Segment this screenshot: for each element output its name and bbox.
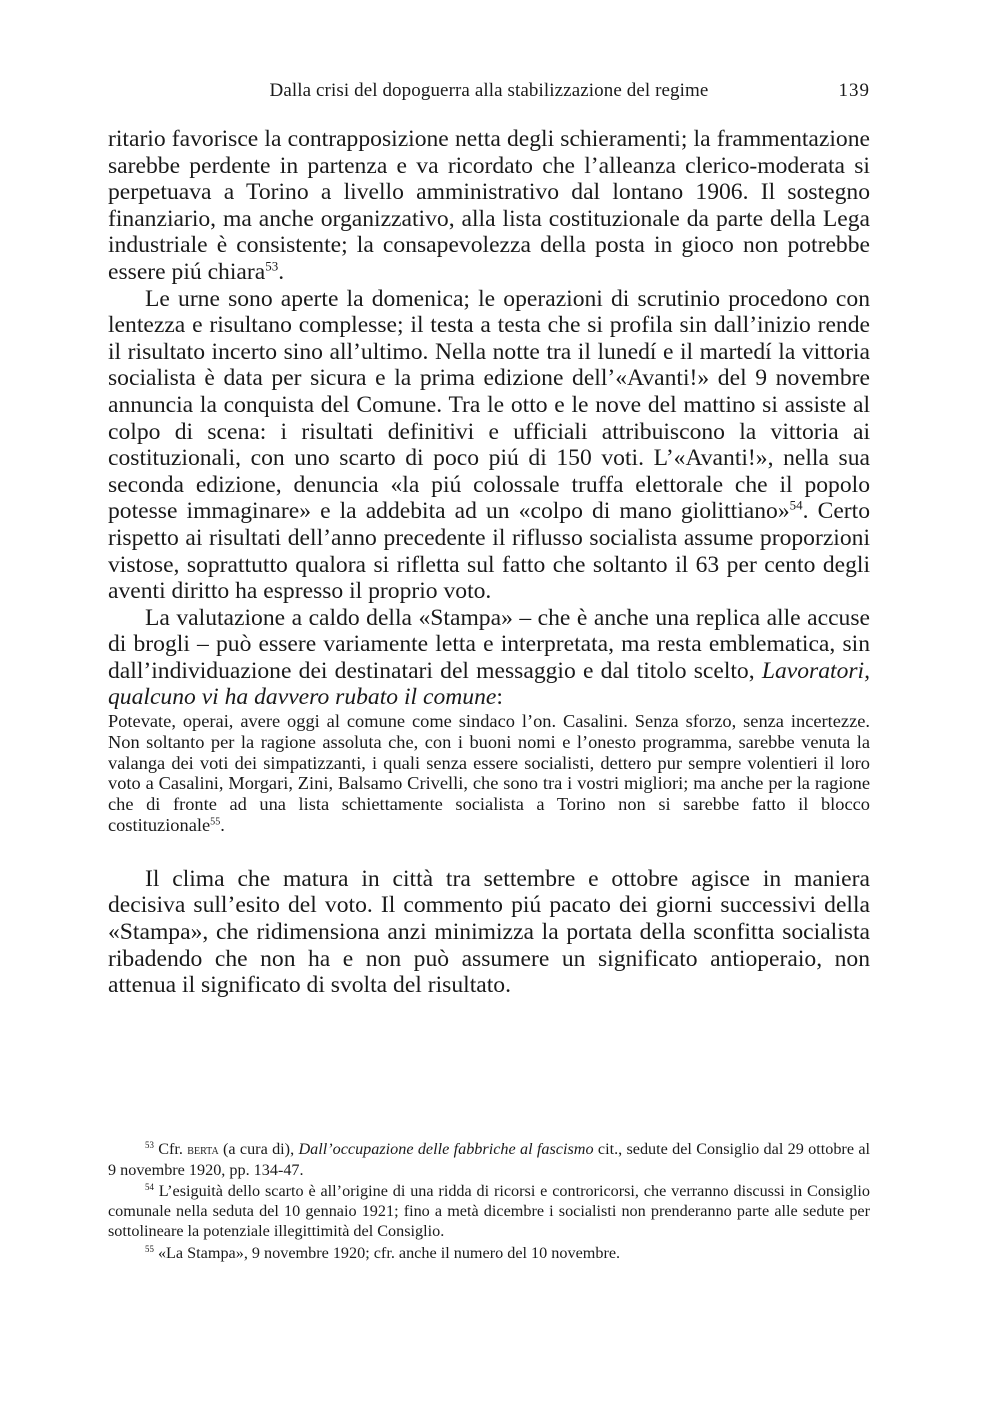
block-quote-text: Potevate, operai, avere oggi al comune come sindaco l’on. Casalini. Senza sforzo, senza incertezze. Non soltanto per la ragione assoluta che, con i buoni nomi e l’onesto programma, sarebbe venuta la valanga dei voti dei simpatizzanti, i quali senza essere socialisti, dettero pur sempre volentieri il loro voto a Casalini, Morgari, Zini, Balsamo Crivelli, che sono tra i vostri migliori; ma anche per la ragione che di fronte ad una lista schiettamente socialista a Torino non si sarebbe fatto il blocco costituzionale xyxy=(108,711,870,836)
footnote-53-title: Dall’occupazione delle fabbriche al fascismo xyxy=(298,1140,594,1158)
paragraph-2 xyxy=(108,286,870,605)
footnote-ref-55: 55 xyxy=(210,816,221,828)
footnote-number-55: 55 xyxy=(145,1243,154,1254)
running-head xyxy=(108,80,870,108)
paragraph-1 xyxy=(108,126,870,286)
page-number: 139 xyxy=(838,80,870,101)
paragraph-3-text: La valutazione a caldo della «Stampa» – che è anche una replica alle accuse di brogli – può essere variamente letta e interpretata, ma resta emblematica, sin dall’individuazione dei destinatari del messaggio e dal titolo scelto, xyxy=(108,604,870,684)
main-text xyxy=(108,126,870,999)
footnote-55-text: «La Stampa», 9 novembre 1920; cfr. anche il numero del 10 novembre. xyxy=(157,1243,621,1262)
paragraph-1-end: . xyxy=(278,258,285,285)
footnote-54 xyxy=(108,1182,870,1241)
running-title: Dalla crisi del dopoguerra alla stabilizzazione del regime xyxy=(269,80,709,101)
footnote-number-54: 54 xyxy=(145,1182,154,1193)
footnote-53-text-a: Cfr. xyxy=(158,1140,188,1158)
footnote-53 xyxy=(108,1140,870,1180)
footnote-number-53: 53 xyxy=(145,1140,154,1151)
footnote-ref-54: 54 xyxy=(789,497,803,513)
footnotes xyxy=(108,1140,870,1265)
footnote-53-author: berta xyxy=(187,1142,219,1158)
block-quote xyxy=(108,711,870,836)
footnote-ref-53: 53 xyxy=(265,258,279,274)
paragraph-3-end: : xyxy=(496,684,503,711)
footnote-53-text-c: cit., sedute del Consiglio dal 29 ottobre al 9 novembre 1920, pp. 134-47. xyxy=(108,1140,871,1179)
paragraph-1-text: ritario favorisce la contrapposizione netta degli schieramenti; la frammentazione sarebbe perdente in partenza e va ricordato che l’alleanza clerico-moderata si perpetuava a Torino a livello amministrativo dal lontano 1906. Il sostegno finanziario, ma anche organizzativo, alla lista costituzionale da parte della Lega industriale è consistente; la consapevolezza della posta in gioco non potrebbe essere piú chiara xyxy=(108,126,870,285)
paragraph-2-text-b: . Certo rispetto ai risultati dell’anno precedente il riflusso socialista assume proporzioni vistose, soprattutto qualora si rifletta sul fatto che soltanto il 63 per cento degli aventi diritto ha espresso il proprio voto. xyxy=(108,498,871,605)
paragraph-2-text-a: Le urne sono aperte la domenica; le operazioni di scrutinio procedono con lentezza e risultano complesse; il testa a testa che si profila sin dall’inizio rende il risultato incerto sino all’ultimo. Nella notte tra il lunedí e il martedí la vittoria socialista è data per sicura e la prima edizione dell’«Avanti!» del 9 novembre annuncia la conquista del Comune. Tra le otto e le nove del mattino si assiste al colpo di scena: i risultati definitivi e ufficiali attribuiscono la vittoria ai costituzionali, con uno scarto di poco piú di 150 voti. L’«Avanti!», nella sua seconda edizione, denuncia «la piú colossale truffa elettorale che il popolo potesse immaginare» e la addebita ad un «colpo di mano giolittiano» xyxy=(108,285,870,525)
footnote-55 xyxy=(108,1244,870,1264)
block-quote-end: . xyxy=(220,815,225,836)
paragraph-4: Il clima che matura in città tra settembre e ottobre agisce in maniera decisiva sull’esito del voto. Il commento piú pacato dei giorni successivi della «Stampa», che ridimensiona anzi minimizza la portata della sconfitta socialista ribadendo che non ha e non può assumere un significato antioperaio, non attenua il significato di svolta del risultato. xyxy=(108,865,870,999)
footnote-54-text: L’esiguità dello scarto è all’origine di una ridda di ricorsi e controricorsi, che verranno discussi in Consiglio comunale nella seduta del 10 gennaio 1921; fino a metà dicembre i socialisti non prenderanno parte alle sedute per sottolineare la potenziale illegittimità del Consiglio. xyxy=(108,1182,871,1240)
article-title: Lavoratori, qualcuno vi ha davvero rubato il comune xyxy=(108,657,870,711)
paragraph-3 xyxy=(108,605,870,711)
footnote-53-text-b: (a cura di), xyxy=(218,1140,299,1158)
